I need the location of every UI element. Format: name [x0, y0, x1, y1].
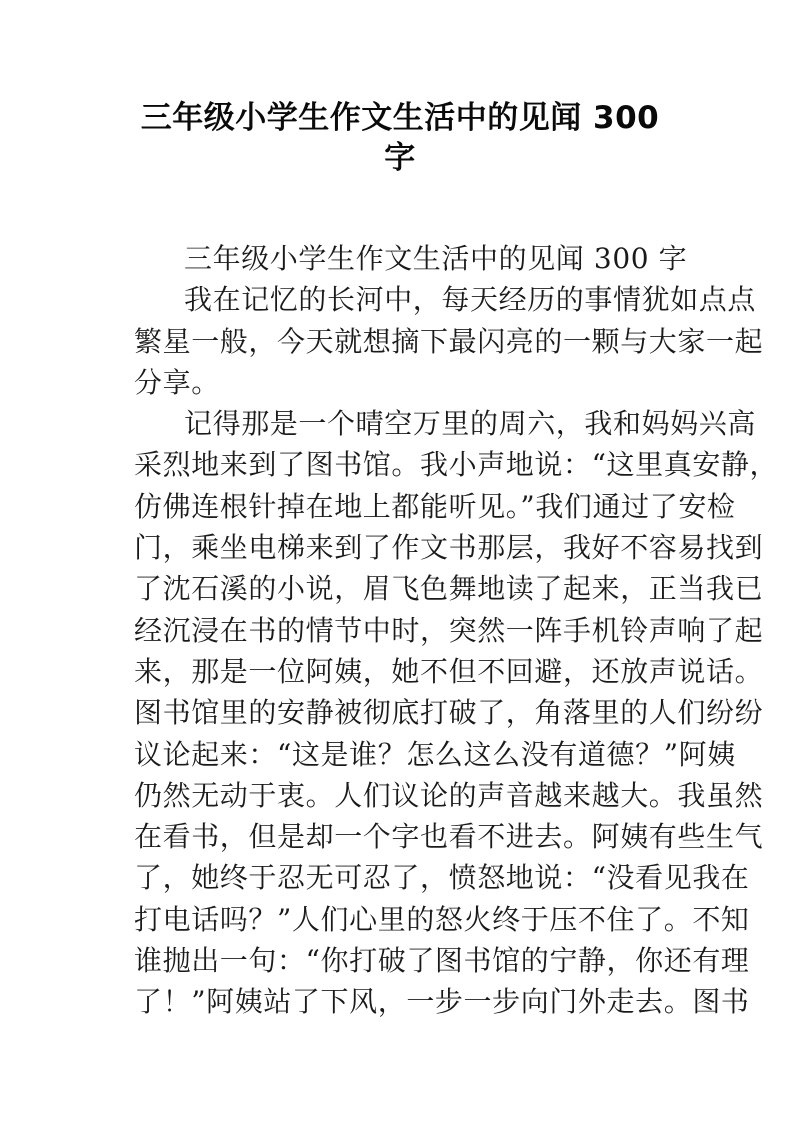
document-body — [134, 238, 779, 1023]
body-line: 门，乘坐电梯来到了作文书那层，我好不容易找到 — [134, 531, 764, 565]
body-line: 在看书，但是却一个字也看不进去。阿姨有些生气 — [134, 820, 764, 854]
title-line-1: 三年级小学生作文生活中的见闻 300 — [140, 100, 660, 136]
body-line: 分享。 — [134, 365, 220, 399]
document-title — [100, 98, 700, 178]
body-line: 谁抛出一句：“你打破了图书馆的宁静，你还有理 — [134, 944, 750, 978]
body-line: 经沉浸在书的情节中时，突然一阵手机铃声响了起 — [134, 613, 764, 647]
body-line: 三年级小学生作文生活中的见闻 300 字 — [184, 242, 688, 275]
body-line: 仿佛连根针掉在地上都能听见。”我们通过了安检 — [134, 489, 736, 523]
body-line: 打电话吗？”人们心里的怒火终于压不住了。不知 — [134, 902, 750, 936]
body-line: 仍然无动于衷。人们议论的声音越来越大。我虽然 — [134, 778, 764, 812]
title-line-2: 字 — [384, 140, 416, 176]
body-line: 我在记忆的长河中，每天经历的事情犹如点点 — [184, 283, 757, 317]
body-line: 了沈石溪的小说，眉飞色舞地读了起来，正当我已 — [134, 572, 764, 606]
body-line: 议论起来：“这是谁？怎么这么没有道德？”阿姨 — [134, 737, 736, 771]
body-line: 图书馆里的安静被彻底打破了，角落里的人们纷纷 — [134, 696, 764, 730]
body-line: 繁星一般，今天就想摘下最闪亮的一颗与大家一起 — [134, 324, 764, 358]
body-line: 记得那是一个晴空万里的周六，我和妈妈兴高 — [184, 407, 757, 441]
body-line: 了！”阿姨站了下风，一步一步向门外走去。图书 — [134, 985, 750, 1019]
body-line: 来，那是一位阿姨，她不但不回避，还放声说话。 — [134, 654, 764, 688]
body-line: 了，她终于忍无可忍了，愤怒地说：“没看见我在 — [134, 861, 750, 895]
body-line: 采烈地来到了图书馆。我小声地说：“这里真安静， — [134, 448, 779, 482]
